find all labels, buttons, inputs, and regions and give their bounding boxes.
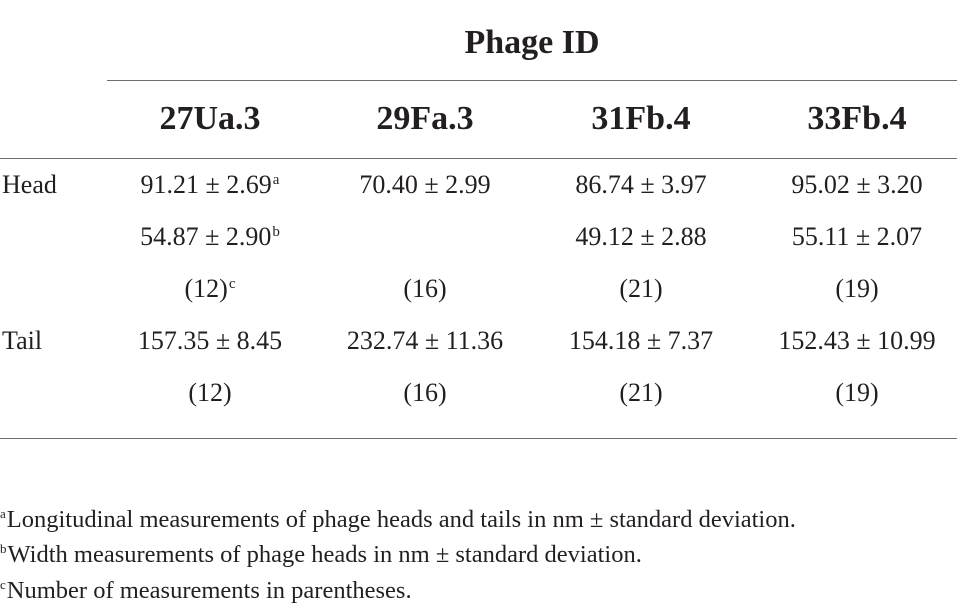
table-cell: (12) [188,378,232,407]
header-rule [107,80,957,81]
table-cell: (16) [403,274,447,303]
table-cell: 154.18 ± 7.37 [568,326,714,355]
column-header: 29Fa.3 [376,100,474,137]
column-header: 27Ua.3 [159,100,261,137]
table-bottom-rule [0,438,957,439]
table-cell: (21) [619,378,663,407]
footnote-marker: a [272,172,280,188]
footnote-mark: c [0,577,6,592]
column-header: 31Fb.4 [591,100,691,137]
row-label-head: Head [2,170,57,199]
table-cell: 152.43 ± 10.99 [778,326,936,355]
table-cell: 86.74 ± 3.97 [575,170,707,199]
table-cell: 70.40 ± 2.99 [359,170,491,199]
table-cell: 232.74 ± 11.36 [346,326,504,355]
table-cell [325,217,525,257]
group-header-phage-id: Phage ID [464,24,600,61]
table-cell: 54.87 ± 2.90$^b$ [140,222,280,251]
table-cell: 49.12 ± 2.88 [575,222,707,251]
column-header-rule [0,158,957,159]
table-cell: $(12)^c$ [184,274,236,303]
table-cell: 91.21 ± 2.69$^a$ [140,170,280,199]
table-cell: (16) [403,378,447,407]
footnote-mark: a [0,506,6,521]
footnote-marker: c [228,276,236,292]
footnote-a: $^a$Longitudinal measurements of phage heads and tails in nm ± standard deviation. [0,506,796,533]
footnote-b: $^b$Width measurements of phage heads in nm ± standard deviation. [0,541,642,568]
table-cell: (19) [835,378,879,407]
table-cell: (21) [619,274,663,303]
table-cell: 95.02 ± 3.20 [791,170,923,199]
column-header: 33Fb.4 [807,100,907,137]
footnote-mark: b [0,541,7,556]
footnote-marker: b [272,224,280,240]
table-cell: 157.35 ± 8.45 [137,326,283,355]
table-cell: (19) [835,274,879,303]
table-cell: 55.11 ± 2.07 [791,222,923,251]
row-label-tail: Tail [2,326,43,355]
footnote-c: $^c$Number of measurements in parentheses. [0,577,412,604]
